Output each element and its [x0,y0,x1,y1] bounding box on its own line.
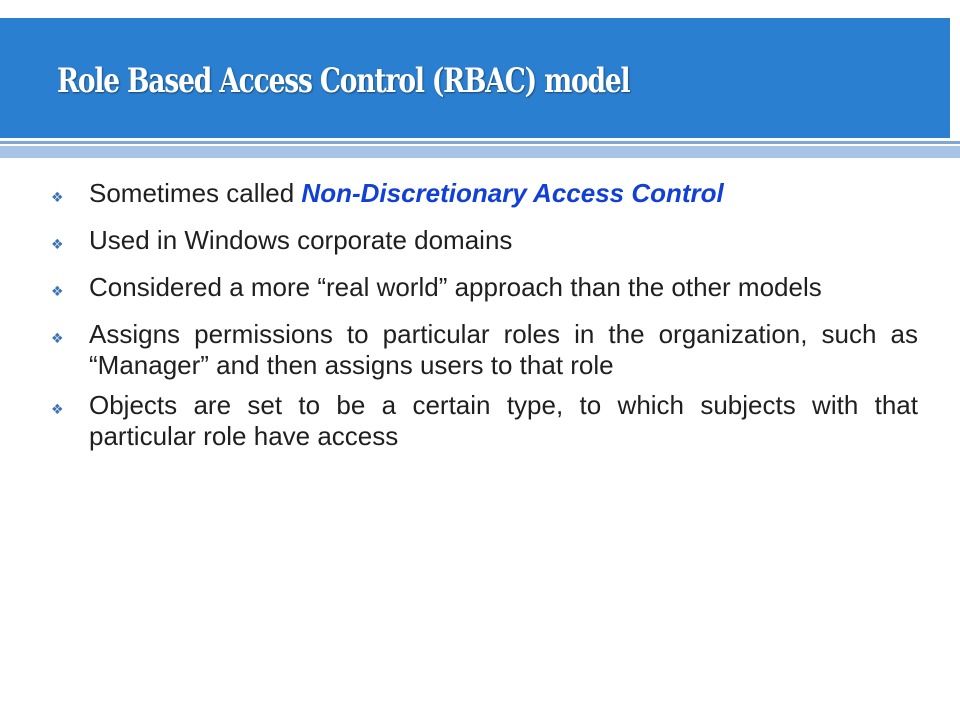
bullet-item [50,319,918,381]
diamond-bullet-icon: ❖ [51,236,64,252]
bullet-item [50,225,918,263]
bullet-list [50,178,918,461]
bullet-item [50,272,918,310]
diamond-bullet-icon: ❖ [51,401,64,417]
bullet-text: Considered a more “real world” approach than the other models [89,272,822,302]
bullet-emphasis-text: Non-Discretionary Access Control [301,178,724,208]
diamond-bullet-icon: ❖ [51,283,64,299]
bullet-lead-text: Sometimes called [89,178,302,208]
bullet-text: Assigns permissions to particular roles in the organization, such as “Manager” and then assigns users to that role [89,319,918,380]
title-bar [0,18,960,138]
bullet-item [50,390,918,452]
diamond-bullet-icon: ❖ [51,189,64,205]
bullet-text [89,178,918,209]
bullet-text: Objects are set to be a certain type, to which subjects with that particular role have access [89,390,918,451]
bullet-text: Used in Windows corporate domains [89,225,513,255]
header-accent-band [0,146,960,158]
diamond-bullet-icon: ❖ [51,330,64,346]
header-divider-line [0,141,960,144]
bullet-item [50,178,918,216]
slide-title: Role Based Access Control (RBAC) model [57,61,630,101]
